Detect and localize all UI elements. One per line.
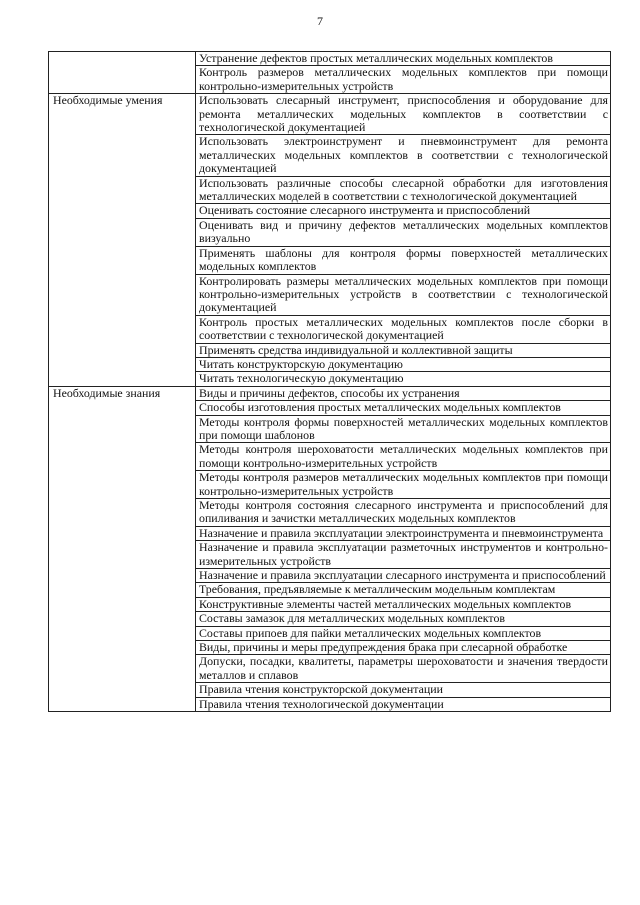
requirement-item: Использовать различные способы слесарной обработки для изготовления металлических моделей в соответствии с технологической документацией — [196, 176, 611, 204]
requirement-item: Использовать слесарный инструмент, приспособления и оборудование для ремонта металлических модельных комплектов в соответствии с технологической документацией — [196, 94, 611, 135]
table-row — [49, 386, 611, 400]
section-label — [49, 52, 196, 94]
requirements-table — [48, 51, 611, 712]
requirement-item: Методы контроля размеров металлических модельных комплектов при помощи контрольно-измерительных устройств — [196, 471, 611, 499]
requirement-item: Конструктивные элементы частей металлических модельных комплектов — [196, 597, 611, 611]
requirement-item: Назначение и правила эксплуатации разметочных инструментов и контрольно-измерительных устройств — [196, 541, 611, 569]
requirement-item: Методы контроля формы поверхностей металлических модельных комплектов при помощи шаблонов — [196, 415, 611, 443]
requirement-item: Методы контроля состояния слесарного инструмента и приспособлений для опиливания и зачистки металлических модельных комплектов — [196, 499, 611, 527]
requirements-table-body — [49, 52, 611, 712]
requirement-item: Правила чтения конструкторской документации — [196, 683, 611, 697]
requirement-item: Назначение и правила эксплуатации слесарного инструмента и приспособлений — [196, 569, 611, 583]
requirement-item: Контролировать размеры металлических модельных комплектов при помощи контрольно-измерительных устройств в соответствии с технологической документацией — [196, 274, 611, 315]
page-number: 7 — [317, 14, 323, 28]
requirement-item: Читать конструкторскую документацию — [196, 357, 611, 371]
requirement-item: Виды, причины и меры предупреждения брака при слесарной обработке — [196, 641, 611, 655]
requirement-item: Читать технологическую документацию — [196, 372, 611, 386]
requirement-item: Контроль размеров металлических модельных комплектов при помощи контрольно-измерительных устройств — [196, 66, 611, 94]
requirement-item: Оценивать вид и причину дефектов металлических модельных комплектов визуально — [196, 218, 611, 246]
requirement-item: Допуски, посадки, квалитеты, параметры шероховатости и значения твердости металлов и сплавов — [196, 655, 611, 683]
requirement-item: Устранение дефектов простых металлических модельных комплектов — [196, 52, 611, 66]
requirement-item: Методы контроля шероховатости металлических модельных комплектов при помощи контрольно-измерительных устройств — [196, 443, 611, 471]
table-row — [49, 52, 611, 66]
requirement-item: Применять шаблоны для контроля формы поверхностей металлических модельных комплектов — [196, 246, 611, 274]
requirement-item: Требования, предъявляемые к металлическим модельным комплектам — [196, 583, 611, 597]
section-label: Необходимые умения — [49, 94, 196, 387]
requirement-item: Составы припоев для пайки металлических модельных комплектов — [196, 626, 611, 640]
requirement-item: Составы замазок для металлических модельных комплектов — [196, 612, 611, 626]
requirement-item: Назначение и правила эксплуатации электроинструмента и пневмоинструмента — [196, 526, 611, 540]
requirement-item: Использовать электроинструмент и пневмоинструмент для ремонта металлических модельных комплектов в соответствии с технологической документацией — [196, 135, 611, 176]
section-label: Необходимые знания — [49, 386, 196, 711]
requirement-item: Виды и причины дефектов, способы их устранения — [196, 386, 611, 400]
requirement-item: Правила чтения технологической документации — [196, 697, 611, 711]
table-row — [49, 94, 611, 135]
requirement-item: Оценивать состояние слесарного инструмента и приспособлений — [196, 204, 611, 218]
requirement-item: Способы изготовления простых металлических модельных комплектов — [196, 401, 611, 415]
requirement-item: Контроль простых металлических модельных комплектов после сборки в соответствии с технологической документацией — [196, 315, 611, 343]
requirement-item: Применять средства индивидуальной и коллективной защиты — [196, 343, 611, 357]
